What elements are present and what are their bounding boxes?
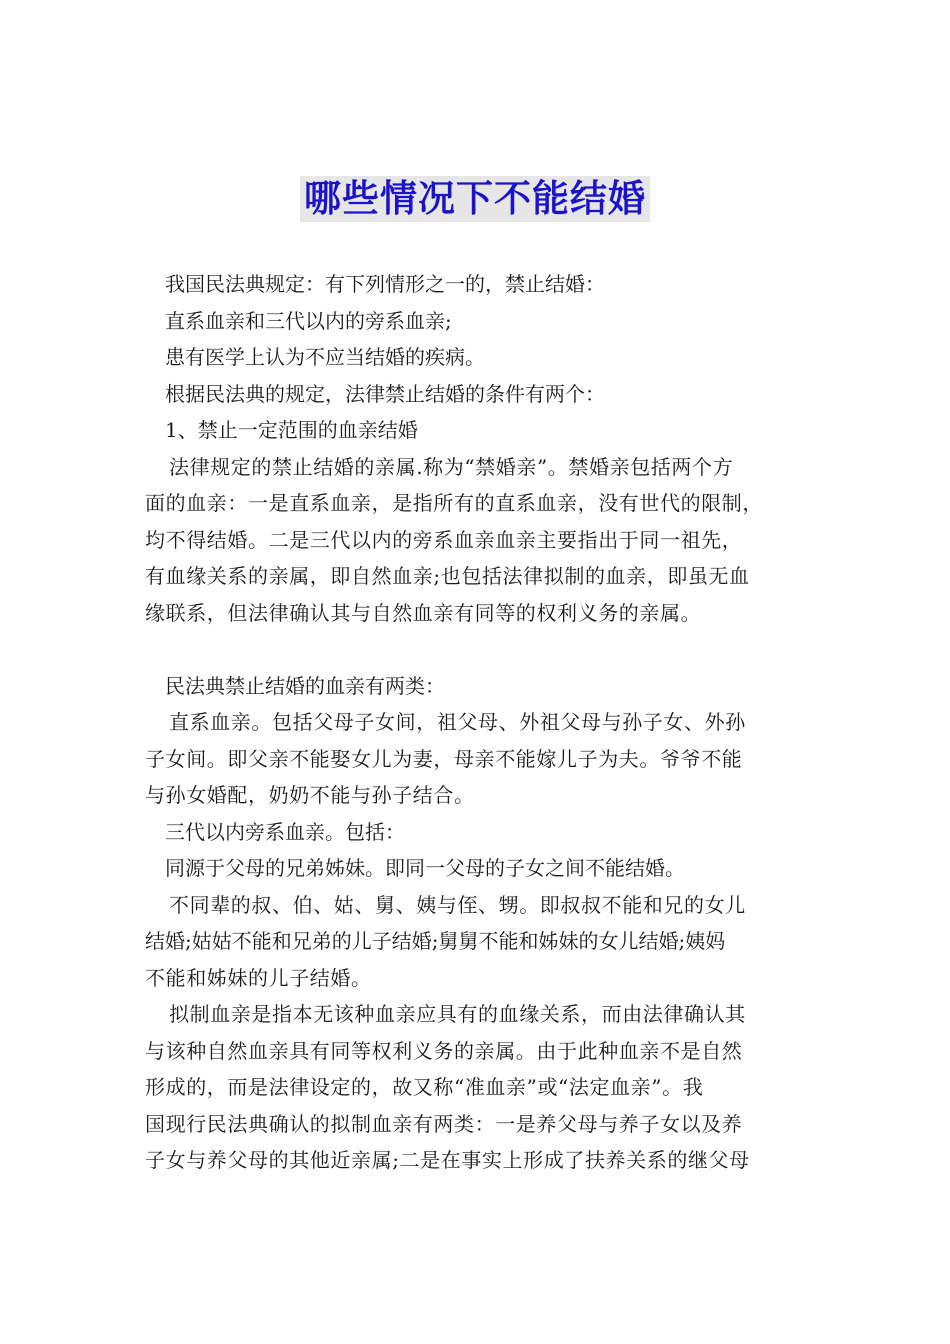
paragraph-line: 同源于父母的兄弟姊妹。即同一父母的子女之间不能结婚。 (165, 856, 685, 880)
blank-line (145, 631, 823, 668)
document-title: 哪些情况下不能结婚 (300, 176, 650, 222)
paragraph-line: 三代以内旁系血亲。包括： (165, 819, 405, 844)
paragraph-line: 我国民法典规定：有下列情形之一的，禁止结婚： (165, 272, 605, 296)
section-heading: 1、禁止一定范围的血亲结婚 (165, 418, 418, 442)
paragraph-line: 子女间。即父亲不能娶女儿为妻，母亲不能嫁儿子为夫。爷爷不能 (145, 746, 743, 771)
paragraph-line: 子女与养父母的其他近亲属;二是在事实上形成了扶养关系的继父母 (145, 1148, 750, 1172)
paragraph-line: 与该种自然血亲具有同等权利义务的亲属。由于此种血亲不是自然 (145, 1038, 743, 1063)
paragraph-line: 患有医学上认为不应当结婚的疾病。 (165, 345, 485, 369)
paragraph-line: 均不得结婚。二是三代以内的旁系血亲血亲主要指出于同一祖先， (145, 527, 743, 552)
document-body (145, 266, 823, 1179)
paragraph-line: 缘联系，但法律确认其与自然血亲有同等的权利义务的亲属。 (145, 600, 702, 625)
paragraph-line: 形成的，而是法律设定的，故又称“准血亲”或“法定血亲”。我 (145, 1075, 704, 1099)
paragraph-line: 国现行民法典确认的拟制血亲有两类：一是养父母与养子女以及养 (145, 1111, 743, 1136)
paragraph-line: 有血缘关系的亲属，即自然血亲;也包括法律拟制的血亲，即虽无血 (145, 564, 750, 588)
paragraph-line: 直系血亲。包括父母子女间，祖父母、外祖父母与孙子女、外孙 (169, 710, 746, 734)
paragraph-line: 结婚;姑姑不能和兄弟的儿子结婚;舅舅不能和姊妹的女儿结婚;姨妈 (145, 929, 726, 953)
paragraph-line: 不同辈的叔、伯、姑、舅、姨与侄、甥。即叔叔不能和兄的女儿 (169, 892, 746, 917)
title-container (0, 176, 950, 222)
paragraph-line: 不能和姊妹的儿子结婚。 (145, 965, 372, 990)
paragraph-line: 民法典禁止结婚的血亲有两类： (165, 673, 445, 698)
paragraph-line: 拟制血亲是指本无该种血亲应具有的血缘关系，而由法律确认其 (169, 1002, 746, 1026)
paragraph-line: 根据民法典的规定，法律禁止结婚的条件有两个： (165, 381, 605, 406)
paragraph-line: 与孙女婚配，奶奶不能与孙子结合。 (145, 783, 475, 807)
paragraph-line: 面的血亲：一是直系血亲，是指所有的直系血亲，没有世代的限制， (145, 491, 763, 515)
paragraph-line: 直系血亲和三代以内的旁系血亲; (165, 308, 452, 333)
paragraph-line: 法律规定的禁止结婚的亲属.称为“禁婚亲”。禁婚亲包括两个方 (169, 454, 734, 479)
